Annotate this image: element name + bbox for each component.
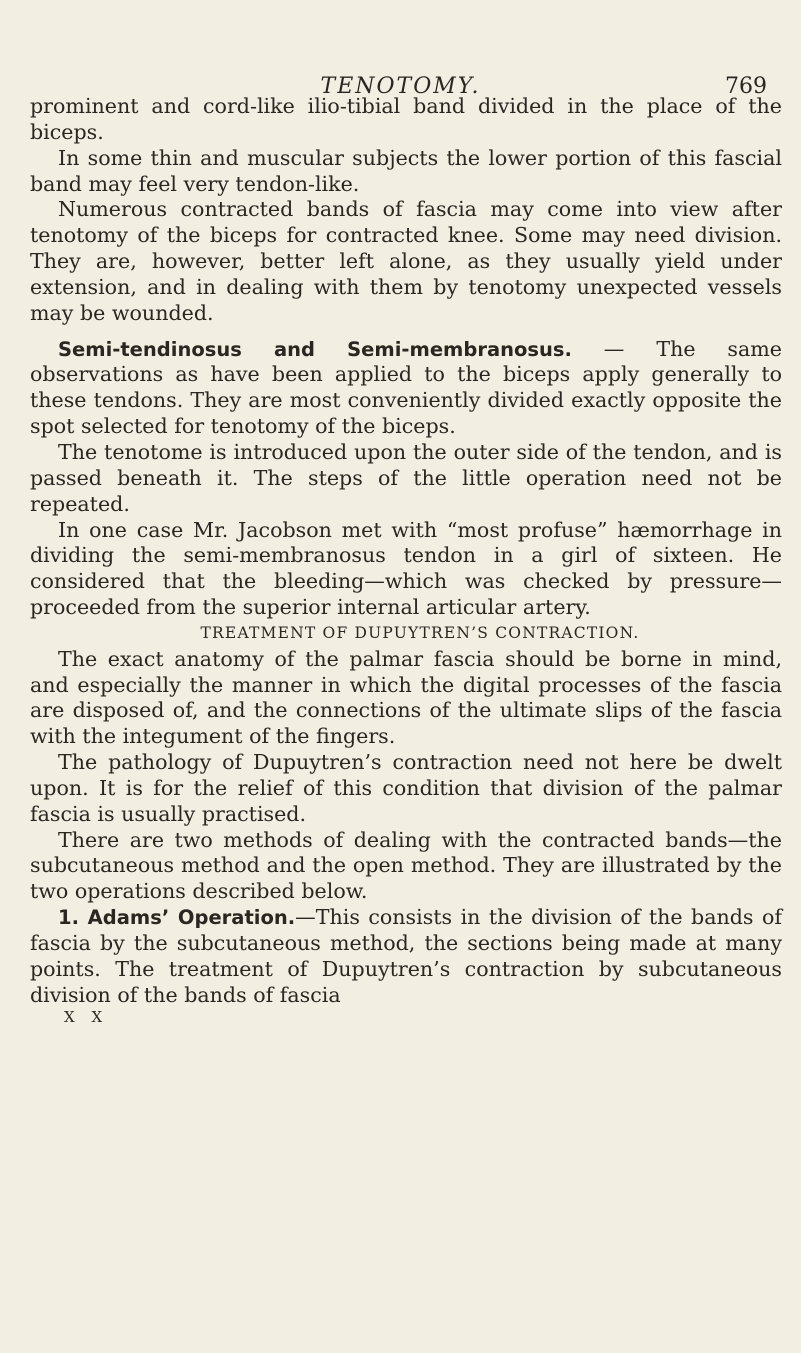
paragraph: In one case Mr. Jacobson met with “most profuse” hæmorrhage in dividing the semi-membranosus tendon in a girl of sixteen. He considered that the bleeding—which was checked by pressure—proceeded from the superior internal articular artery. <box>30 517 782 620</box>
paragraph: The exact anatomy of the palmar fascia should be borne in mind, and especially the manner in which the digital processes of the fascia are disposed of, and the connections of the ultimate slips of the fascia with the integument of the fingers. <box>30 646 782 749</box>
subsection-heading: 1. Adams’ Operation. <box>58 906 296 930</box>
page-number: 769 <box>725 74 767 99</box>
running-title: TENOTOMY. <box>320 74 481 99</box>
paragraph: Numerous contracted bands of fascia may come into view after tenotomy of the biceps for contracted knee. Some may need division. They are, however, better left alone, as they usually yield under extension, and in dealing with them by tenotomy unexpected vessels may be wounded. <box>30 197 782 325</box>
paragraph: There are two methods of dealing with the contracted bands—the subcutaneous method and the open method. They are illustrated by the two operations described below. <box>30 827 782 904</box>
paragraph-semitendinosus <box>30 337 782 440</box>
paragraph: The pathology of Dupuytren’s contraction need not here be dwelt upon. It is for the relief of this condition that division of the palmar fascia is usually practised. <box>30 750 782 826</box>
paragraph-text: —This consists in the division of the bands of fascia by the subcutaneous method, the sections being made at many points. The treatment of Dupuytren’s contraction by subcutaneous division of the bands of fascia <box>30 905 782 1007</box>
paragraph: In some thin and muscular subjects the lower portion of this fascial band may feel very tendon-like. <box>30 145 782 196</box>
signature-mark: X X <box>64 1007 109 1026</box>
section-heading: TREATMENT OF DUPUYTREN’S CONTRACTION. <box>200 623 640 642</box>
paragraph-adams <box>30 905 782 1008</box>
subsection-heading: Semi-tendinosus and Semi-membranosus. <box>58 337 572 361</box>
paragraph-text: — The same observations as have been applied to the biceps apply generally to these tendons. They are most conveniently divided exactly opposite the spot selected for tenotomy of the biceps. <box>30 336 782 439</box>
paragraph: prominent and cord-like ilio-tibial band divided in the place of the biceps. <box>30 94 782 144</box>
body-text <box>30 94 782 1025</box>
paragraph: The tenotome is introduced upon the outer side of the tendon, and is passed beneath it. The steps of the little operation need not be repeated. <box>30 439 782 516</box>
